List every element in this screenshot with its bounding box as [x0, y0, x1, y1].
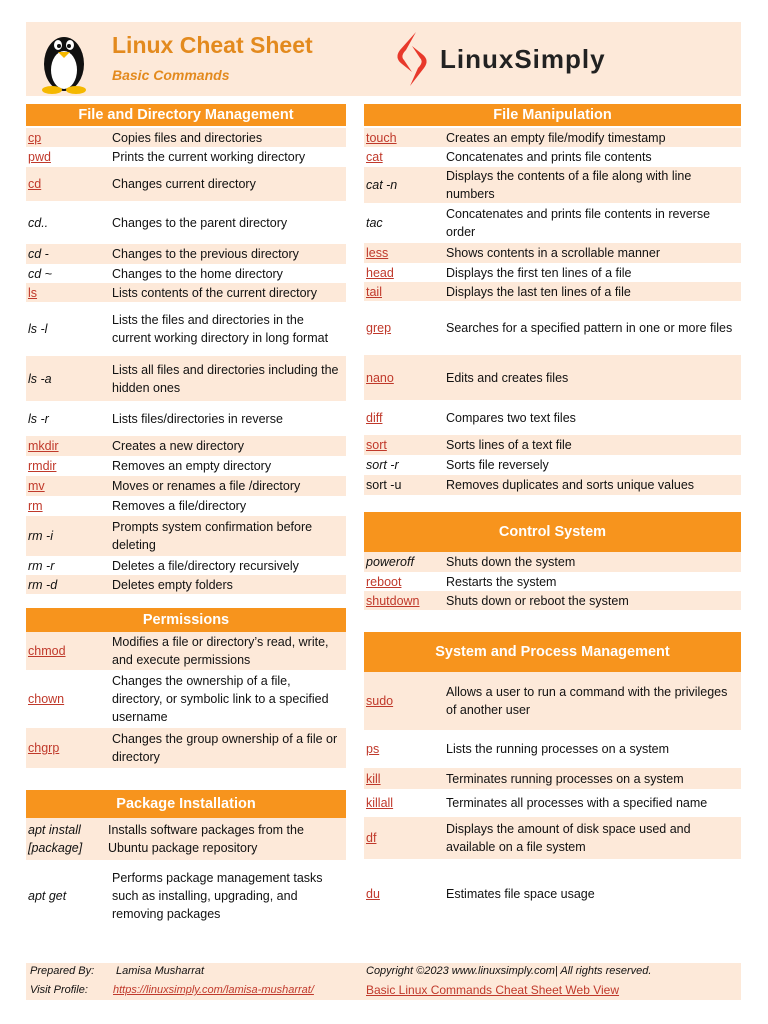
prepared-by-name: Lamisa Musharrat	[116, 965, 205, 977]
table-row	[26, 575, 346, 594]
footer	[26, 963, 741, 1000]
command-description: Displays the first ten lines of a file	[446, 265, 632, 280]
command-description: Terminates running processes on a system	[446, 771, 684, 786]
command-description: Changes the group ownership of a file or directory	[112, 732, 338, 764]
table-row	[364, 730, 741, 768]
command-description: Performs package management tasks such as installing, upgrading, and removing packages	[112, 871, 323, 921]
command-ls-l: ls -l	[28, 322, 48, 336]
prepared-by-label: Prepared By:	[30, 965, 95, 977]
command-kill[interactable]: kill	[366, 771, 381, 786]
table-row	[364, 455, 741, 475]
command-cd-parent: cd..	[28, 215, 49, 230]
table-row	[26, 496, 346, 516]
command-less[interactable]: less	[366, 246, 389, 260]
table-row	[364, 355, 741, 400]
command-description: Shuts down the system	[446, 555, 576, 569]
command-df[interactable]: df	[366, 831, 377, 845]
profile-link[interactable]: https://linuxsimply.com/lamisa-musharrat/	[113, 984, 314, 996]
table-row	[364, 859, 741, 929]
table-row	[364, 475, 741, 495]
table-row	[364, 301, 741, 355]
command-description: Lists the running processes on a system	[446, 742, 670, 756]
command-description: Allows a user to run a command with the privileges of another user	[446, 685, 728, 717]
command-description: Lists contents of the current directory	[112, 285, 317, 300]
command-chmod[interactable]: chmod	[28, 644, 66, 658]
table-row	[26, 818, 346, 860]
table-row	[26, 147, 346, 167]
command-description: Changes the ownership of a file, directory, or symbolic link to a specified username	[112, 674, 329, 724]
table-row	[364, 400, 741, 435]
table-row	[364, 552, 741, 572]
command-killall[interactable]: killall	[366, 796, 394, 810]
command-rm-d: rm -d	[28, 577, 58, 592]
command-ls-a: ls -a	[28, 371, 52, 386]
command-rm-i: rm -i	[28, 529, 53, 543]
table-row	[26, 302, 346, 356]
command-apt-install: apt install [package]	[28, 823, 83, 855]
command-sudo[interactable]: sudo	[366, 694, 394, 708]
table-row	[364, 243, 741, 263]
section-title-control: Control System	[364, 512, 741, 552]
command-description: Lists all files and directories including the hidden ones	[112, 362, 339, 395]
table-row	[26, 632, 346, 670]
table-row	[364, 167, 741, 203]
table-row	[364, 128, 741, 147]
section-title-file-manipulation: File Manipulation	[364, 104, 741, 126]
command-description: Copies files and directories	[112, 130, 263, 145]
page-subtitle: Basic Commands	[112, 67, 230, 83]
table-row	[26, 167, 346, 201]
command-description: Prints the current working directory	[112, 150, 306, 164]
command-chown[interactable]: chown	[28, 692, 65, 706]
command-description: Shows contents in a scrollable manner	[446, 246, 661, 260]
command-cat[interactable]: cat	[366, 150, 383, 164]
copyright-text: Copyright ©2023 www.linuxsimply.com| All rights reserved.	[366, 965, 652, 977]
table-row	[26, 244, 346, 264]
permissions-section	[26, 608, 346, 768]
command-cd-previous: cd -	[28, 247, 49, 261]
command-description: Creates an empty file/modify timestamp	[446, 130, 666, 145]
command-apt-get: apt get	[28, 889, 67, 903]
table-row	[26, 476, 346, 496]
table-row	[364, 572, 741, 591]
table-row	[26, 728, 346, 768]
table-row	[26, 401, 346, 436]
command-ls-r: ls -r	[28, 411, 49, 426]
brand-name: LinuxSimply	[440, 44, 606, 74]
command-diff[interactable]: diff	[366, 410, 383, 425]
table-row	[364, 203, 741, 243]
section-title-package: Package Installation	[26, 790, 346, 818]
table-row	[26, 860, 346, 932]
command-description: Displays the last ten lines of a file	[446, 284, 631, 299]
command-nano[interactable]: nano	[366, 370, 394, 385]
table-row	[364, 591, 741, 610]
command-du[interactable]: du	[366, 887, 380, 901]
command-description: Shuts down or reboot the system	[446, 593, 629, 608]
left-column	[26, 104, 346, 594]
control-section	[364, 512, 741, 610]
command-description: Compares two text files	[446, 410, 576, 425]
table-row	[364, 147, 741, 167]
command-description: Searches for a specified pattern in one or more files	[446, 321, 733, 335]
command-description: Creates a new directory	[112, 439, 245, 453]
command-ls[interactable]: ls	[28, 285, 38, 300]
table-row	[364, 672, 741, 730]
command-description: Lists files/directories in reverse	[112, 411, 283, 426]
command-description: Lists the files and directories in the current working directory in long format	[112, 313, 329, 345]
command-description: Deletes empty folders	[112, 577, 233, 592]
table-row	[26, 128, 346, 147]
table-row	[364, 263, 741, 282]
table-row	[26, 516, 346, 556]
command-cd-home: cd ~	[28, 266, 52, 281]
command-cd[interactable]: cd	[28, 177, 42, 191]
command-description: Removes an empty directory	[112, 459, 272, 473]
command-description: Removes a file/directory	[112, 499, 247, 513]
command-description: Terminates all processes with a specified name	[446, 796, 708, 810]
command-description: Displays the contents of a file along with line numbers	[446, 169, 692, 201]
command-grep[interactable]: grep	[366, 321, 392, 335]
table-row	[364, 435, 741, 455]
table-row	[364, 768, 741, 789]
command-sort[interactable]: sort	[366, 438, 387, 452]
command-reboot[interactable]: reboot	[366, 574, 402, 589]
section-title-process: System and Process Management	[364, 632, 741, 672]
table-row	[26, 556, 346, 575]
command-rm[interactable]: rm	[28, 499, 43, 513]
command-description: Concatenates and prints file contents	[446, 150, 652, 164]
command-mkdir[interactable]: mkdir	[28, 439, 59, 453]
command-description: Sorts file reversely	[446, 458, 549, 472]
command-head[interactable]: head	[366, 265, 394, 280]
command-tail[interactable]: tail	[366, 284, 382, 299]
command-pwd[interactable]: pwd	[28, 150, 51, 164]
table-row	[26, 356, 346, 401]
right-column	[364, 104, 741, 495]
table-row	[26, 201, 346, 244]
command-touch[interactable]: touch	[366, 130, 397, 145]
linuxsimply-mark-icon	[392, 30, 432, 88]
package-section	[26, 790, 346, 932]
command-shutdown[interactable]: shutdown	[366, 593, 420, 608]
header-banner	[26, 22, 741, 96]
command-description: Installs software packages from the Ubuntu package repository	[108, 823, 304, 855]
table-row	[364, 817, 741, 859]
command-description: Removes duplicates and sorts unique values	[446, 478, 695, 492]
table-row	[364, 789, 741, 817]
command-description: Changes to the previous directory	[112, 247, 299, 261]
command-rmdir[interactable]: rmdir	[28, 459, 57, 473]
command-description: Edits and creates files	[446, 370, 569, 385]
command-description: Deletes a file/directory recursively	[112, 558, 299, 573]
command-description: Changes to the parent directory	[112, 215, 288, 230]
section-title-permissions: Permissions	[26, 608, 346, 632]
command-sort-u: sort -u	[366, 478, 402, 492]
command-description: Prompts system confirmation before deleting	[112, 520, 313, 552]
linuxsimply-logo	[392, 30, 732, 88]
command-description: Displays the amount of disk space used and available on a file system	[446, 822, 691, 854]
table-row	[26, 283, 346, 302]
table-row	[26, 670, 346, 728]
table-row	[26, 264, 346, 283]
visit-profile-label: Visit Profile:	[30, 984, 88, 996]
command-chgrp[interactable]: chgrp	[28, 741, 60, 755]
command-rm-r: rm -r	[28, 558, 55, 573]
web-view-link[interactable]: Basic Linux Commands Cheat Sheet Web View	[366, 983, 620, 997]
process-section	[364, 632, 741, 929]
command-sort-r: sort -r	[366, 458, 399, 472]
table-row	[364, 282, 741, 301]
command-description: Moves or renames a file /directory	[112, 479, 301, 493]
tux-penguin-icon	[36, 28, 92, 94]
table-row	[26, 436, 346, 456]
table-row	[26, 456, 346, 476]
command-description: Changes to the home directory	[112, 266, 283, 281]
command-mv[interactable]: mv	[28, 479, 45, 493]
page-title: Linux Cheat Sheet	[112, 32, 313, 58]
command-description: Restarts the system	[446, 574, 557, 589]
section-title-file-dir: File and Directory Management	[26, 104, 346, 126]
command-cat-n: cat -n	[366, 178, 398, 192]
command-poweroff: poweroff	[366, 555, 414, 569]
command-cp[interactable]: cp	[28, 130, 42, 145]
command-description: Estimates file space usage	[446, 887, 595, 901]
command-description: Changes current directory	[112, 177, 256, 191]
command-description: Sorts lines of a text file	[446, 438, 572, 452]
command-ps[interactable]: ps	[366, 742, 380, 756]
command-description: Concatenates and prints file contents in reverse order	[446, 207, 711, 239]
command-description: Modifies a file or directory’s read, write, and execute permissions	[112, 635, 329, 667]
command-tac: tac	[366, 216, 383, 230]
